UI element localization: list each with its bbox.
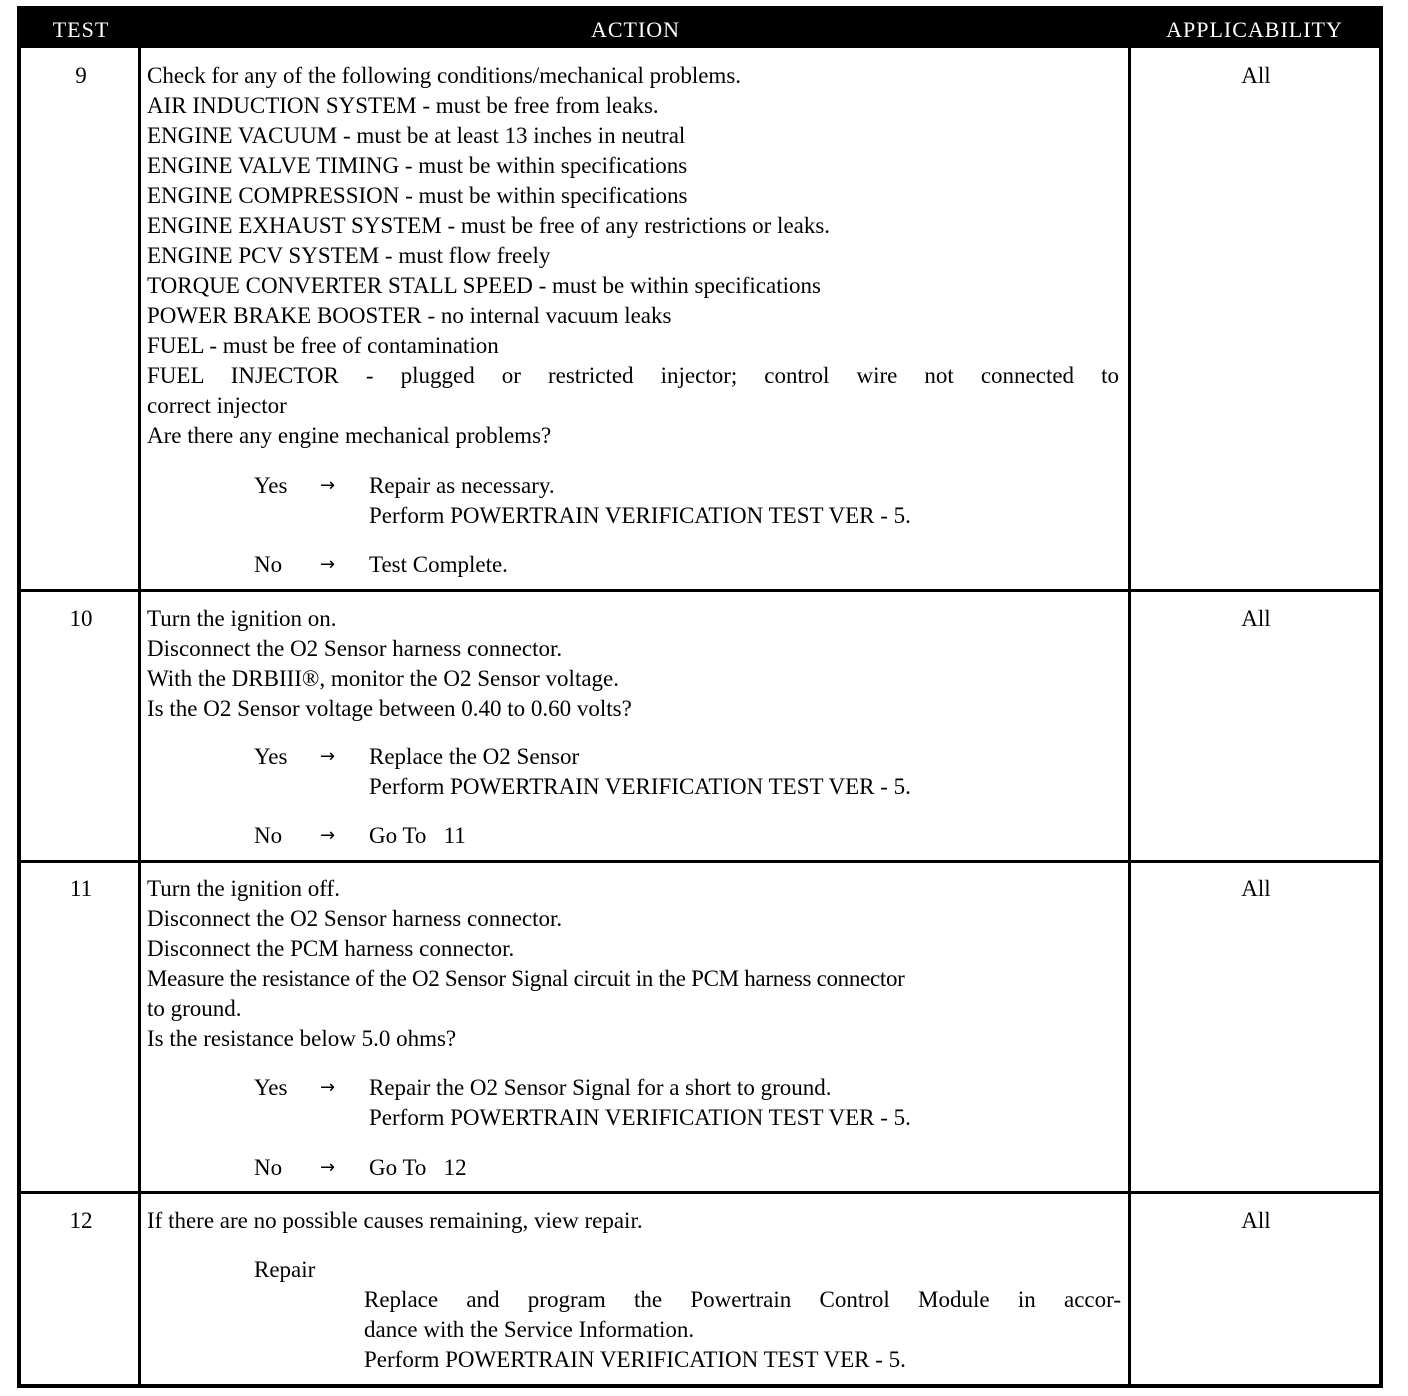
row-divider	[21, 1191, 1379, 1194]
action-line: to ground.	[147, 996, 242, 1021]
header-action: ACTION	[590, 17, 681, 42]
action-line: ENGINE COMPRESSION - must be within specifications	[147, 183, 688, 208]
no-label: No	[254, 1155, 283, 1180]
action-line: Disconnect the O2 Sensor harness connector.	[147, 906, 563, 931]
action-line: ENGINE VALVE TIMING - must be within specifications	[147, 153, 688, 178]
action-question: Are there any engine mechanical problems?	[147, 423, 552, 448]
action-line: FUEL - must be free of contamination	[147, 333, 499, 358]
no-label: No	[254, 552, 283, 577]
no-result: Test Complete.	[369, 552, 508, 577]
no-result: Go To 12	[369, 1155, 467, 1180]
arrow-icon: →	[320, 1157, 336, 1178]
action-line: ENGINE VACUUM - must be at least 13 inches in neutral	[147, 123, 686, 148]
arrow-icon: →	[320, 825, 336, 846]
yes-result: Perform POWERTRAIN VERIFICATION TEST VER - 5.	[369, 774, 911, 799]
row-divider	[21, 589, 1379, 592]
table-header	[21, 10, 1379, 48]
repair-label: Repair	[254, 1257, 316, 1282]
action-line: ENGINE PCV SYSTEM - must flow freely	[147, 243, 551, 268]
yes-label: Yes	[254, 744, 288, 769]
action-line: AIR INDUCTION SYSTEM - must be free from leaks.	[147, 93, 659, 118]
repair-line: Perform POWERTRAIN VERIFICATION TEST VER - 5.	[364, 1347, 906, 1372]
test-number: 11	[69, 876, 93, 901]
yes-label: Yes	[254, 473, 288, 498]
applicability: All	[1241, 1208, 1271, 1233]
action-line: TORQUE CONVERTER STALL SPEED - must be within specifications	[147, 273, 821, 298]
action-line: Measure the resistance of the O2 Sensor Signal circuit in the PCM harness connector	[147, 966, 905, 991]
action-line: ENGINE EXHAUST SYSTEM - must be free of any restrictions or leaks.	[147, 213, 831, 238]
action-line: If there are no possible causes remaining, view repair.	[147, 1208, 643, 1233]
action-line: Turn the ignition on.	[147, 606, 337, 631]
arrow-icon: →	[320, 746, 336, 767]
action-line: Turn the ignition off.	[147, 876, 340, 901]
action-line: Disconnect the PCM harness connector.	[147, 936, 515, 961]
yes-result: Replace the O2 Sensor	[369, 744, 580, 769]
test-number: 9	[75, 63, 87, 88]
applicability: All	[1241, 606, 1271, 631]
column-divider	[138, 48, 141, 1384]
action-line: POWER BRAKE BOOSTER - no internal vacuum leaks	[147, 303, 672, 328]
row-divider	[21, 860, 1379, 863]
yes-label: Yes	[254, 1075, 288, 1100]
arrow-icon: →	[320, 554, 336, 575]
yes-result: Repair as necessary.	[369, 473, 555, 498]
yes-result: Repair the O2 Sensor Signal for a short to ground.	[369, 1075, 832, 1100]
arrow-icon: →	[320, 1077, 336, 1098]
action-line: With the DRBIII®, monitor the O2 Sensor voltage.	[147, 666, 620, 691]
column-divider	[1128, 48, 1131, 1384]
arrow-icon: →	[320, 475, 336, 496]
test-number: 10	[69, 606, 93, 631]
repair-line: dance with the Service Information.	[364, 1317, 695, 1342]
action-question: Is the resistance below 5.0 ohms?	[147, 1026, 457, 1051]
header-applicability: APPLICABILITY	[1166, 17, 1343, 42]
yes-result: Perform POWERTRAIN VERIFICATION TEST VER - 5.	[369, 1105, 911, 1130]
header-test: TEST	[52, 17, 110, 42]
diagnostic-table	[17, 6, 1383, 1388]
action-line: Check for any of the following conditions/mechanical problems.	[147, 63, 742, 88]
applicability: All	[1241, 63, 1271, 88]
repair-line: Replace and program the Powertrain Control Module in accor-	[364, 1287, 1121, 1312]
action-question: Is the O2 Sensor voltage between 0.40 to 0.60 volts?	[147, 696, 632, 721]
test-number: 12	[69, 1208, 93, 1233]
action-line: FUEL INJECTOR - plugged or restricted injector; control wire not connected to	[147, 363, 1119, 388]
action-line: Disconnect the O2 Sensor harness connector.	[147, 636, 563, 661]
no-result: Go To 11	[369, 823, 466, 848]
action-line: correct injector	[147, 393, 287, 418]
yes-result: Perform POWERTRAIN VERIFICATION TEST VER - 5.	[369, 503, 911, 528]
applicability: All	[1241, 876, 1271, 901]
no-label: No	[254, 823, 283, 848]
